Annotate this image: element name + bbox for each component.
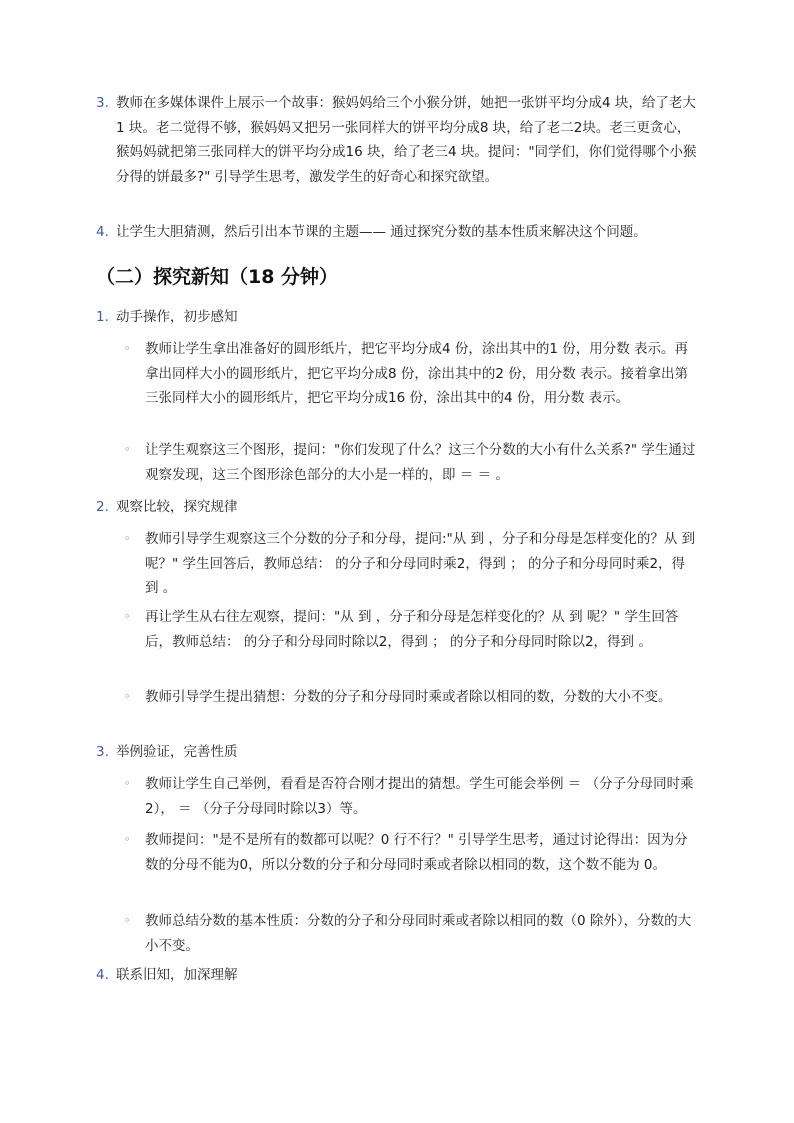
list-item-title: 观察比较，探究规律 [116, 499, 238, 515]
bullet-text: 教师提问："是不是所有的数都可以呢？0 行不行？" 引导学生思考，通过讨论得出：因为分数的分母不能为0，所以分数的分子和分母同时乘或者除以相同的数，这个数不能为 0。 [145, 832, 688, 873]
bullet-icon: ◦ [124, 532, 131, 545]
bullet-item [0, 909, 794, 958]
list-item [0, 91, 794, 189]
list-item-title: 动手操作，初步感知 [116, 309, 238, 325]
bullet-item [0, 605, 794, 654]
bullet-item [0, 438, 794, 487]
paragraph-text: 教师在多媒体课件上展示一个故事：猴妈妈给三个小猴分饼，她把一张饼平均分成4 块，给了老大 1 块。老二觉得不够，猴妈妈又把另一张同样大的饼平均分成8 块，给了老二2块。老三更贪心，猴妈妈就把第三张同样大的饼平均分成16 块，给了老三4 块。提问："同学们，你们觉得哪个小猴分得的饼最多?" 引导学生思考，激发学生的好奇心和探究欲望。 [116, 95, 697, 185]
bullet-icon: ◦ [124, 833, 131, 846]
list-number: 2. [96, 499, 109, 515]
paragraph-text: 让学生大胆猜测，然后引出本节课的主题—— 通过探究分数的基本性质来解决这个问题。 [116, 224, 647, 240]
bullet-icon: ◦ [124, 610, 131, 623]
bullet-text: 教师让学生自己举例，看看是否符合刚才提出的猜想。学生可能会举例 ＝ （分子分母同时乘2）， ＝ （分子分母同时除以3）等。 [145, 776, 694, 817]
list-item [0, 220, 794, 245]
bullet-item [0, 828, 794, 877]
bullet-item [0, 337, 794, 411]
list-item-title: 举例验证，完善性质 [116, 744, 238, 760]
list-item [0, 740, 794, 765]
bullet-item [0, 527, 794, 601]
list-number: 4. [96, 224, 109, 240]
bullet-text: 再让学生从右往左观察，提问："从 到 ，分子和分母是怎样变化的？从 到 呢？" 学生回答后，教师总结： 的分子和分母同时除以2，得到 ； 的分子和分母同时除以2，得到 。 [145, 609, 679, 650]
list-item [0, 963, 794, 988]
bullet-item [0, 772, 794, 821]
bullet-text: 教师引导学生提出猜想：分数的分子和分母同时乘或者除以相同的数，分数的大小不变。 [145, 689, 672, 705]
bullet-icon: ◦ [124, 342, 131, 355]
bullet-icon: ◦ [124, 914, 131, 927]
bullet-item [0, 685, 794, 710]
list-item-title: 联系旧知，加深理解 [116, 967, 238, 983]
bullet-text: 教师让学生拿出准备好的圆形纸片，把它平均分成4 份，涂出其中的1 份，用分数 表示。再拿出同样大小的圆形纸片，把它平均分成8 份，涂出其中的2 份，用分数 表示。接着拿出第三张同样大小的圆形纸片，把它平均分成16 份，涂出其中的4 份，用分数 表示。 [145, 341, 689, 406]
list-item [0, 305, 794, 330]
bullet-text: 让学生观察这三个图形，提问："你们发现了什么？这三个分数的大小有什么关系?" 学生通过观察发现，这三个图形涂色部分的大小是一样的，即 ＝ ＝ 。 [145, 442, 696, 483]
list-number: 1. [96, 309, 109, 325]
bullet-icon: ◦ [124, 690, 131, 703]
bullet-icon: ◦ [124, 443, 131, 456]
bullet-icon: ◦ [124, 777, 131, 790]
list-item [0, 495, 794, 520]
list-number: 3. [96, 95, 109, 111]
list-number: 3. [96, 744, 109, 760]
section-heading: （二）探究新知（18 分钟） [96, 266, 339, 288]
bullet-text: 教师引导学生观察这三个分数的分子和分母，提问:"从 到 ，分子和分母是怎样变化的？从 到 呢？" 学生回答后，教师总结： 的分子和分母同时乘2，得到 ； 的分子和分母同时乘2，得到 。 [145, 531, 696, 596]
list-number: 4. [96, 967, 109, 983]
bullet-text: 教师总结分数的基本性质：分数的分子和分母同时乘或者除以相同的数（0 除外），分数的大小不变。 [145, 913, 692, 954]
